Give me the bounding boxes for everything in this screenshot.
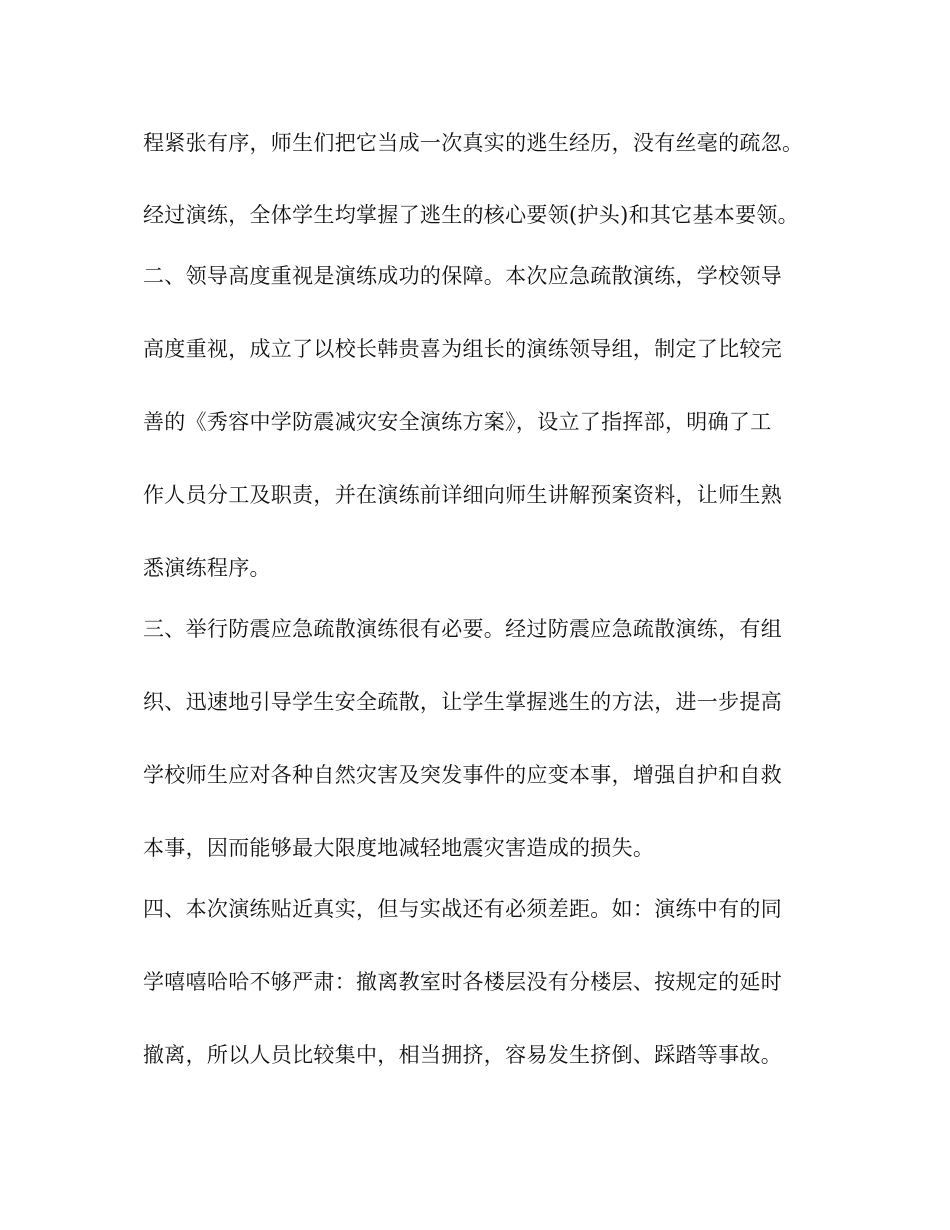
text-line: 善的《秀容中学防震减灾安全演练方案》，设立了指挥部，明确了工 xyxy=(143,410,772,434)
text-line: 程紧张有序，师生们把它当成一次真实的逃生经历，没有丝毫的疏忽。 xyxy=(143,131,804,155)
text-line: 作人员分工及职责，并在演练前详细向师生讲解预案资料，让师生熟 xyxy=(143,483,782,507)
paragraph-heading-line: 二、领导高度重视是演练成功的保障。本次应急疏散演练，学校领导 xyxy=(143,264,782,288)
text-line: 学嘻嘻哈哈不够严肃：撤离教室时各楼层没有分楼层、按规定的延时 xyxy=(143,970,782,994)
text-line: 经过演练，全体学生均掌握了逃生的核心要领(护头)和其它基本要领。 xyxy=(143,203,799,227)
text-line: 高度重视，成立了以校长韩贵喜为组长的演练领导组，制定了比较完 xyxy=(143,337,782,361)
text-line: 织、迅速地引导学生安全疏散，让学生掌握逃生的方法，进一步提高 xyxy=(143,690,782,714)
text-line: 本事，因而能够最大限度地减轻地震灾害造成的损失。 xyxy=(143,836,655,860)
paragraph-heading-line: 四、本次演练贴近真实，但与实战还有必须差距。如：演练中有的同 xyxy=(143,897,782,921)
paragraph-heading-line: 三、举行防震应急疏散演练很有必要。经过防震应急疏散演练，有组 xyxy=(143,617,782,641)
text-line: 悉演练程序。 xyxy=(143,556,271,580)
text-line: 撤离，所以人员比较集中，相当拥挤，容易发生挤倒、踩踏等事故。 xyxy=(143,1043,782,1067)
text-line: 学校师生应对各种自然灾害及突发事件的应变本事，增强自护和自救 xyxy=(143,763,782,787)
